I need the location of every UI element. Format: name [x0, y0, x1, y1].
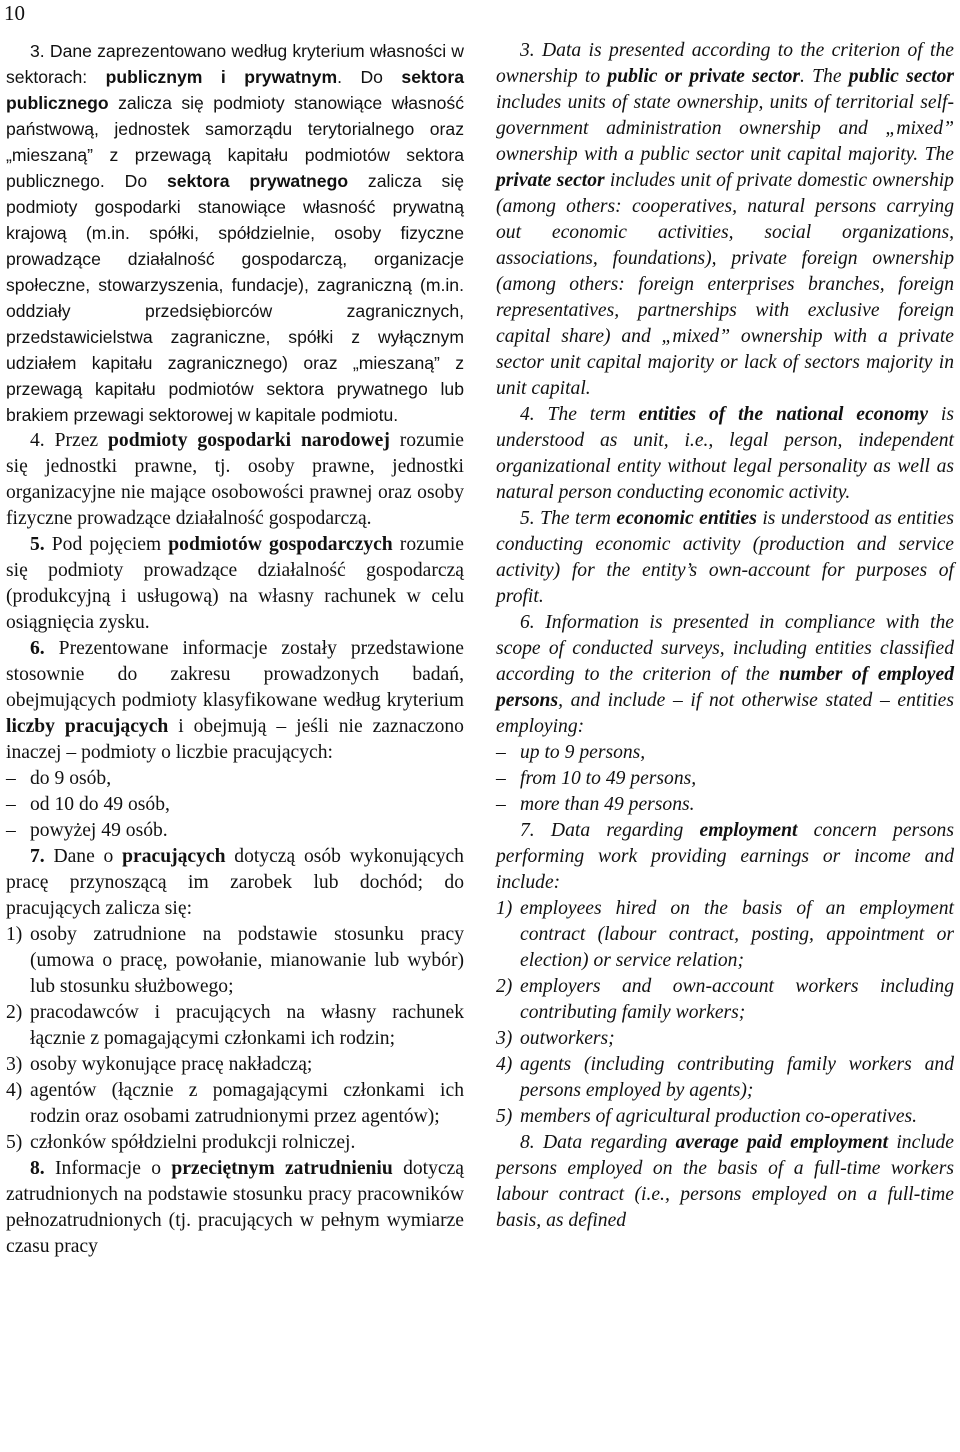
list-item: – up to 9 persons,	[496, 742, 646, 763]
en-paragraph-3: 3. Data is presented according to the criterion of the ownership to public or private sector. The public sector includes units of state ownership, units of territorial self-government administration ownership and „mixed” ownership with a public sector unit capital majority. The private sector includes unit of private domestic ownership (among others: cooperatives, natural persons carrying out economic activities, social organizations, associations, foundations), private foreign ownership (among others: foreign enterprises branches, foreign representatives, partnerships with exclusive foreign capital share) and „mixed” ownership with a private sector unit capital majority or lack of sectors majority in unit capital.	[496, 40, 955, 399]
en-p6-list	[496, 740, 954, 818]
pl-paragraph-4: 4. Przez podmioty gospodarki narodowej rozumie się jednostki prawne, tj. osoby prawne, jednostki organizacyjne nie mające osobowości prawnej oraz osoby fizyczne prowadzące działalność gospodarczą.	[6, 430, 464, 529]
pl-p6-term: liczby pracujących	[6, 716, 169, 737]
list-item: 2) employers and own-account workers including contributing family workers;	[496, 976, 954, 1023]
pl-p7-list	[6, 922, 464, 1156]
list-item: – do 9 osób,	[6, 768, 112, 789]
en-p5-term: economic entities	[616, 508, 757, 529]
list-item: 3) osoby wykonujące pracę nakładczą;	[6, 1054, 313, 1075]
en-paragraph-7: 7. Data regarding employment concern persons performing work providing earnings or income and include:	[496, 820, 954, 893]
pl-paragraph-7: 7. Dane o pracujących dotyczą osób wykonujących pracę przynoszącą im zarobek lub dochód; do pracujących zalicza się:	[6, 846, 464, 919]
pl-p8-term: przeciętnym zatrudnieniu	[171, 1158, 393, 1179]
pl-p3-number: 3.	[30, 41, 45, 61]
list-item: 5) członków spółdzielni produkcji rolniczej.	[6, 1132, 356, 1153]
en-paragraph-5: 5. The term economic entities is understood as entities conducting economic activity (production and service activity) for the entity’s own-account for purposes of profit.	[496, 508, 954, 607]
pl-p3-term-private: sektora prywatnego	[166, 171, 349, 191]
en-paragraph-8: 8. Data regarding average paid employment include persons employed on the basis of a full-time workers labour contract (i.e., persons employed on a full-time basis, as defined	[496, 1132, 955, 1231]
en-p3-term-private: private sector	[496, 170, 605, 191]
list-item: – powyżej 49 osób.	[6, 820, 168, 841]
pl-p7-term: pracujących	[122, 846, 226, 867]
list-item: – od 10 do 49 osób,	[6, 794, 170, 815]
en-p3-term-sectors: public or private sector	[607, 66, 801, 87]
list-item: 3) outworkers;	[496, 1028, 615, 1049]
pl-paragraph-8: 8. Informacje o przeciętnym zatrudnieniu dotyczą zatrudnionych na podstawie stosunku pracy pracowników pełnozatrudnionych (tj. pracujących w pełnym wymiarze czasu pracy	[6, 1158, 464, 1257]
en-p7-list	[496, 896, 954, 1130]
page-number: 10	[4, 1, 25, 25]
pl-p4-term: podmioty gospodarki narodowej	[108, 430, 390, 451]
list-item: 1) employees hired on the basis of an employment contract (labour contract, posting, appointment or election) or service relation;	[496, 898, 954, 971]
list-item: 2) pracodawców i pracujących na własny rachunek łącznie z pomagającymi członkami ich rodzin;	[6, 1002, 464, 1049]
en-p4-term: entities of the national economy	[638, 404, 929, 425]
pl-paragraph-5: 5. Pod pojęciem podmiotów gospodarczych rozumie się podmioty prowadzące działalność gospodarczą (produkcyjną i usługową) na własny rachunek w celu osiągnięcia zysku.	[6, 534, 464, 633]
pl-p3-term-sectors: publicznym i prywatnym	[105, 67, 338, 87]
en-paragraph-4: 4. The term entities of the national economy is understood as unit, i.e., legal person, independent organizational entity without legal personality as well as natural person conducting economic activity.	[496, 404, 954, 503]
list-item: 5) members of agricultural production co-operatives.	[496, 1106, 918, 1127]
list-item: 4) agents (including contributing family workers and persons employed by agents);	[496, 1054, 954, 1101]
pl-p6-list	[6, 766, 464, 844]
list-item: – more than 49 persons.	[496, 794, 695, 815]
pl-p3-term-public: sektora publicznego	[6, 67, 464, 113]
en-p3-term-public: public sector	[848, 66, 955, 87]
en-paragraph-6: 6. Information is presented in compliance with the scope of conducted surveys, including entities classified according to the criterion of the number of employed persons, and include – if not otherwise stated – entities employing:	[496, 612, 954, 737]
list-item: 1) osoby zatrudnione na podstawie stosunku pracy (umowa o pracę, powołanie, mianowanie lub wybór) lub stosunku służbowego;	[6, 924, 464, 997]
pl-paragraph-6: 6. Prezentowane informacje zostały przedstawione stosownie do zakresu prowadzonych badań, obejmujących podmioty klasyfikowane według kryterium liczby pracujących i obejmują – jeśli nie zaznaczono inaczej – podmioty o liczbie pracujących:	[6, 638, 464, 763]
en-p6-term: number of employed persons	[496, 664, 954, 711]
polish-column	[6, 38, 464, 1260]
list-item: 4) agentów (łącznie z pomagającymi członkami ich rodzin oraz osobami zatrudnionymi przez agentów);	[6, 1080, 464, 1127]
english-column	[496, 38, 954, 1234]
pl-paragraph-3: 3. Dane zaprezentowano według kryterium własności w sektorach: publicznym i prywatnym. Do sektora publicznego zalicza się podmioty stanowiące własność państwową, jednostek samorządu terytorialnego oraz „mieszaną” z przewagą kapitału podmiotów sektora publicznego. Do sektora prywatnego zalicza się podmioty gospodarki stanowiące własność prywatną krajową (m.in. spółki, spółdzielnie, osoby fizyczne prowadzące działalność gospodarczą, organizacje społeczne, stowarzyszenia, fundacje), zagraniczną (m.in. oddziały przedsiębiorców zagranicznych, przedstawicielstwa zagraniczne, spółki z wyłącznym udziałem kapitału zagranicznego) oraz „mieszaną” z przewagą kapitału podmiotów sektora prywatnego lub brakiem przewagi sektorowej w kapitale podmiotu.	[6, 41, 465, 425]
pl-p5-term: podmiotów gospodarczych	[168, 534, 393, 555]
en-p8-term: average paid employment	[675, 1132, 889, 1153]
en-p7-term: employment	[699, 820, 798, 841]
list-item: – from 10 to 49 persons,	[496, 768, 697, 789]
